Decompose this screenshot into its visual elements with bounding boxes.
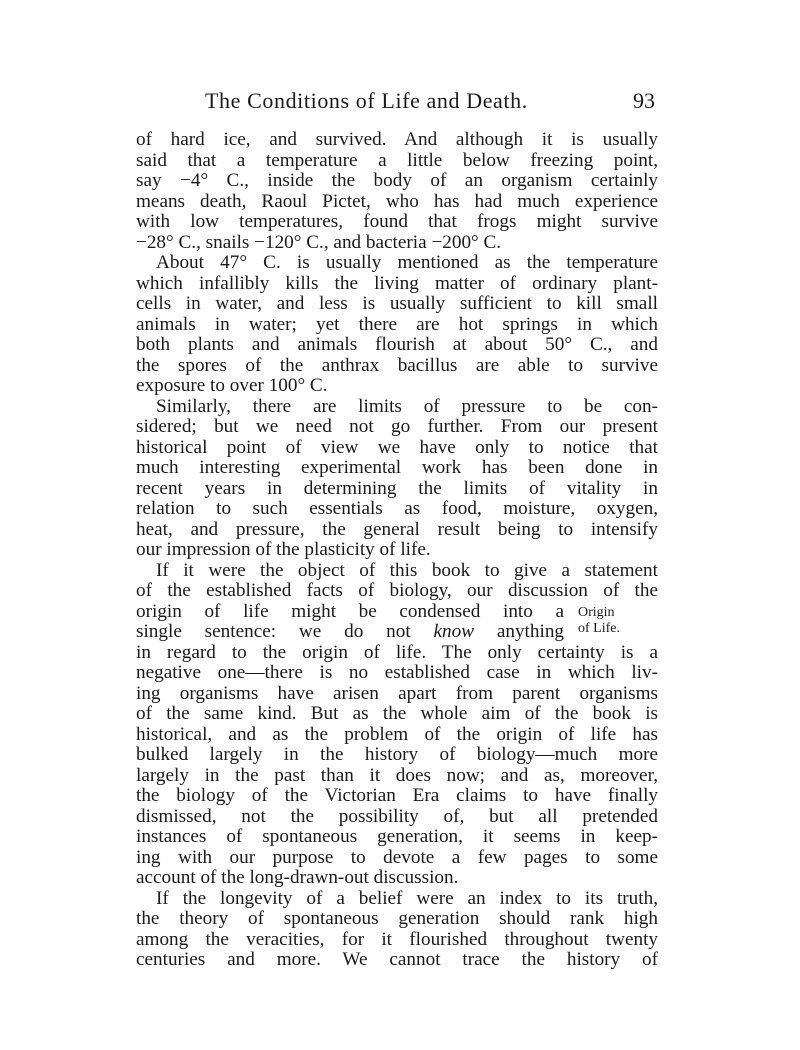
running-head: The Conditions of Life and Death. — [205, 88, 528, 113]
text-line: of the established facts of biology, our discussion of the — [136, 580, 658, 601]
margin-note-line: of Life. — [578, 621, 620, 636]
text-line: of hard ice, and survived. And although it is usually — [136, 129, 658, 150]
margin-note-line: Origin — [578, 605, 615, 620]
text-line: Similarly, there are limits of pressure to be con- — [156, 395, 658, 417]
text-line: About 47° C. is usually mentioned as the temperature — [156, 252, 658, 273]
text-line: of the same kind. But as the whole aim of the book is — [136, 703, 658, 724]
text-line: single sentence: we do not know anything — [136, 621, 565, 642]
emphasized-word: know — [433, 621, 475, 642]
text-line: account of the long-drawn-out discussion. — [136, 867, 459, 888]
text-line: animals in water; yet there are hot springs in which — [136, 313, 658, 335]
text-line: largely in the past than it does now; and as, moreover, — [136, 764, 658, 786]
text-line: with low temperatures, found that frogs might survive — [136, 211, 658, 232]
text-line: exposure to over 100° C. — [136, 375, 328, 396]
text-line: cells in water, and less is usually sufficient to kill small — [136, 293, 658, 314]
text-line: historical, and as the problem of the origin of life has — [136, 723, 658, 745]
text-line: instances of spontaneous generation, it seems in keep- — [136, 826, 658, 847]
text-line: ing organisms have arisen apart from parent organisms — [136, 682, 658, 704]
text-line: the spores of the anthrax bacillus are able to survive — [136, 354, 658, 376]
text-line: say −4° C., inside the body of an organism certainly — [136, 170, 658, 191]
page-number: 93 — [633, 88, 655, 113]
text-line: dismissed, not the possibility of, but all pretended — [136, 805, 658, 827]
page-header — [205, 88, 655, 118]
text-line: much interesting experimental work has been done in — [136, 457, 658, 478]
text-line: ing with our purpose to devote a few pages to some — [136, 846, 658, 868]
text-line: relation to such essentials as food, moisture, oxygen, — [136, 498, 658, 519]
text-line: said that a temperature a little below freezing point, — [136, 149, 658, 171]
text-line: our impression of the plasticity of life. — [136, 539, 431, 560]
text-line: −28° C., snails −120° C., and bacteria −200° C. — [136, 231, 502, 253]
text-line: in regard to the origin of life. The only certainty is a — [136, 641, 658, 663]
text-line: historical point of view we have only to notice that — [136, 436, 658, 458]
text-line: both plants and animals flourish at about 50° C., and — [136, 334, 658, 355]
text-line: means death, Raoul Pictet, who has had much experience — [136, 190, 658, 212]
margin-note — [578, 605, 620, 637]
text-line: origin of life might be condensed into a — [136, 600, 564, 622]
text-line: centuries and more. We cannot trace the history of — [136, 949, 658, 970]
text-line: sidered; but we need not go further. From our present — [136, 416, 658, 437]
text-line: recent years in determining the limits of vitality in — [136, 477, 658, 499]
text-line: If it were the object of this book to give a statement — [156, 559, 658, 581]
text-line: which infallibly kills the living matter of ordinary plant- — [136, 272, 658, 294]
text-line: the biology of the Victorian Era claims to have finally — [136, 785, 658, 806]
text-line: bulked largely in the history of biology—much more — [136, 744, 658, 765]
text-line: the theory of spontaneous generation should rank high — [136, 908, 658, 929]
text-line: If the longevity of a belief were an index to its truth, — [156, 887, 658, 909]
text-line: heat, and pressure, the general result being to intensify — [136, 518, 658, 540]
body-text — [136, 130, 658, 971]
text-line: negative one—there is no established case in which liv- — [136, 662, 658, 683]
text-line: among the veracities, for it flourished throughout twenty — [136, 928, 658, 950]
